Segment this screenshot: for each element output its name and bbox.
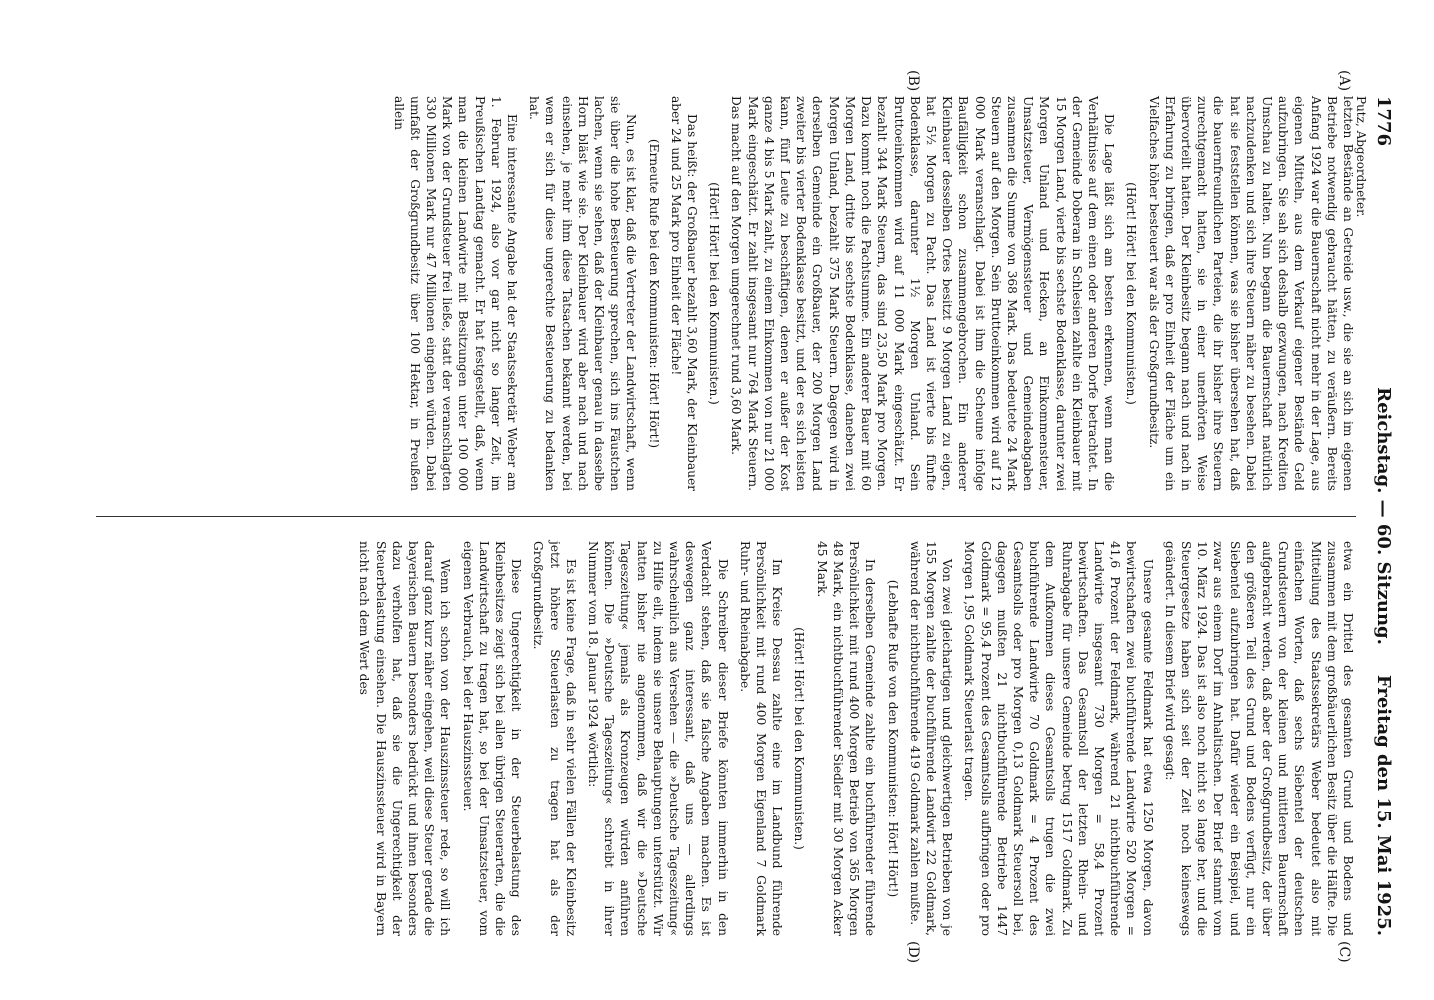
- interjection: (Hört! Hört! bei den Kommunisten.): [792, 627, 807, 850]
- margin-marker-a: (A): [1336, 70, 1352, 92]
- paragraph: Diese Ungerechtigkeit in der Steuerbelastung des Kleinbesitzes zeigt sich bei allen übrigen Steuerarten, die die Landwirtschaft zu tragen hat, so bei der Umsatzsteuer, vom eigenen Verbrauch, bei der Hauszinssteuer.: [460, 541, 524, 936]
- paragraph: Das heißt: der Großbauer bezahlt 3,60 Mark, der Kleinbauer aber 24 und 25 Mark pro Einheit der Fläche!: [668, 96, 700, 491]
- paragraph: Wenn ich schon von der Hauszinssteuer rede, so will ich darauf ganz kurz näher eingehen, weil diese Steuer gerade die bayerischen Bauern besonders bedrückt und ihnen besonders dazu verholfen hat, daß sie die Ungerechtigkeit der Steuerbelastung einsehen. Die Hauszinssteuer wird in Bayern nicht nach dem Wert des: [357, 541, 453, 936]
- paragraph: Die Lage läßt sich am besten erkennen, wenn man die Verhältnisse auf dem einen oder anderen Dorfe betrachtet. In der Gemeinde Doberan in Schlesien zahlte ein Kleinbauer mit 15 Morgen Land, vierte bis sechste Bodenklasse, darunter zwei Morgen Unland und Hecken, an Einkommensteuer, Umsatzsteuer, Vermögenssteuer und Gemeindeabgaben zusammen die Summe von 368 Mark. Das bedeutete 24 Mark Steuern auf den Morgen. Sein Bruttoeinkommen wird auf 12 000 Mark veranschlagt. Dabei ist ihm die Scheune infolge Baufälligkeit schon zusammengebrochen. Ein anderer Kleinbauer desselben Ortes besitzt 9 Morgen Land zu eigen, hat 5½ Morgen zu Pacht. Das Land ist vierte bis fünfte Bodenklasse, darunter 1½ Morgen Unland. Sein Bruttoeinkommen wird auf 11 000 Mark eingeschätzt. Er bezahlt 344 Mark Steuern, das sind 23,50 Mark pro Morgen. Dazu kommt noch die Pachtsumme. Ein anderer Bauer mit 60 Morgen Land, dritte bis sechste Bodenklasse, daneben zwei Morgen Unland, bezahlt 375 Mark Steuern. Dagegen wird in derselben Gemeinde ein Großbauer, der 200 Morgen Land zweiter bis vierter Bodenklasse besitzt, und der es sich leisten kann, fünf Leute zu beschäftigen, denen er außer der Kost ganze 4 bis 5 Mark zahlt, zu einem Einkommen von nur 21 000 Mark eingeschätzt. Er zahlt insgesamt nur 764 Mark Steuern. Das macht auf den Morgen umgerechnet rund 3,60 Mark.: [729, 96, 1117, 491]
- margin-marker-d: (D): [905, 941, 921, 964]
- speaker-label: Putz, Abgeordneter.: [1354, 96, 1368, 218]
- paragraph: etwa ein Drittel des gesamten Grund und Bodens und zusammen mit dem großbäuerlichen Besitz über die Hälfte. Die Mitteilung des Staatssekretärs Weber bedeutet also mit einfachen Worten, daß sechs Siebentel der deutschen Grundsteuern von der kleinen und mittleren Bauernschaft aufgebracht werden, daß aber der Großgrundbesitz, der über den größeren Teil des Grund und Bodens verfügt, nur ein Siebentel aufzubringen hat. Dafür wieder ein Beispiel, und zwar aus einem Dorf im Anhaltischen. Der Brief stammt vom 10. März 1924. Das ist also noch nicht so lange her, und die Steuergesetze haben sich seit der Zeit noch keineswegs geändert. In diesem Brief wird gesagt:: [1162, 541, 1355, 936]
- right-column: [66, 541, 1356, 936]
- paragraph: Die Schreiber dieser Briefe könnten immerhin in den Verdacht stehen, daß sie falsche Angaben machen. Es ist deswegen ganz interessant, daß uns — allerdings wahrscheinlich aus Versehen — die »Deutsche Tageszeitung« zu Hilfe eilt, indem sie unsere Behauptungen unterstützt. Wir hatten bisher nie angenommen, daß wir die »Deutsche Tageszeitung« jemals als Kronzeugen würden anführen können. Die »Deutsche Tageszeitung« schreibt in ihrer Nummer vom 18. Januar 1924 wörtlich:: [586, 541, 730, 936]
- paragraph: Nun, es ist klar, daß die Vertreter der Landwirtschaft, wenn sie über die hohe Besteuerung sprechen, sich ins Fäustchen lachen, wenn sie sehen, daß der Kleinbauer genau in dasselbe Horn bläst wie sie. Der Kleinbauer wird aber nach und nach einsehen, je mehr ihm diese Tatsachen bekannt werden, bei wem er sich für diese ungerechte Besteuerung zu bedanken hat.: [527, 96, 639, 491]
- paragraph: letzten Bestände an Getreide usw., die sie an sich im eigenen Betriebe notwendig gebraucht hätten, zu veräußern. Bereits Anfang 1924 war die Bauernschaft nicht mehr in der Lage, aus eigenen Mitteln, aus dem Verkauf eigener Bestände Geld aufzubringen. Sie sah sich deshalb gezwungen, nach Krediten Umschau zu halten. Nun begann die Bauernschaft natürlich nachzudenken und sich ihre Steuern näher zu besehen. Dabei hat sie feststellen können, was sie bisher übersehen hat, daß die bauernfreundlichen Parteien, die ihr bisher ihre Steuern zurechtgemacht hatten, sie in einer unerhörten Weise übervorteilt hatten. Der Kleinbesitz begann nach und nach in Erfahrung zu bringen, daß er pro Einheit der Fläche um ein Vielfaches höher besteuert war als der Großgrundbesitz.: [1146, 96, 1355, 491]
- margin-marker-c: (C): [1336, 941, 1352, 963]
- paragraph: Eine interessante Angabe hat der Staatssekretär Weber am 1. Februar 1924, also vor gar nicht so langer Zeit, im Preußischen Landtag gemacht. Er hat festgestellt, daß, wenn man die kleinen Landwirte mit Besitzungen unter 100 000 Mark von der Grundsteuer frei ließe, statt der veranschlagten 330 Millionen Mark nur 47 Millionen eingehen würden. Dabei umfaßt der Großgrundbesitz über 100 Hektar, in Preußen allein: [391, 96, 520, 491]
- session-date: Freitag den 15. Mai 1925.: [1373, 674, 1394, 936]
- interjection: (Lebhafte Rufe von den Kommunisten: Hört! Hört!): [885, 579, 900, 898]
- quoted-letter: Unsere gesamte Feldmark hat etwa 1250 Morgen, davon bewirtschaften zwei buchführende Landwirte 520 Morgen = 41,6 Prozent der Feldmark, während 21 nichtbuchführende Landwirte insgesamt 730 Morgen = 58,4 Prozent bewirtschaften. Das Gesamtsoll der letzten Rhein- und Ruhrabgabe für unsere Gemeinde betrug 1517 Goldmark. Zu dem Aufkommen dieses Gesamtsolls trugen die zwei buchführende Landwirte 70 Goldmark = 4 Prozent des Gesamtsolls oder pro Morgen 0,13 Goldmark Steuersoll bei, dagegen mußten 21 nichtbuchführende Betriebe 1447 Goldmark = 95,4 Prozent des Gesamtsolls aufbringen oder pro Morgen 1,95 Goldmark Steuerlast tragen.: [962, 541, 1155, 936]
- page-number: 1776: [1373, 96, 1394, 147]
- paragraph: Im Kreise Dessau zahlte eine im Landbund führende Persönlichkeit mit rund 400 Morgen Eigenland 7 Goldmark Ruhr- und Rheinabgabe.: [737, 541, 785, 936]
- column-divider: [96, 516, 1356, 517]
- interjection: (Hört! Hört! bei den Kommunisten.): [707, 182, 722, 405]
- page-header: [1354, 96, 1396, 936]
- left-column: [66, 96, 1356, 491]
- margin-marker-b: (B): [905, 70, 921, 92]
- interjection: (Erneute Rufe bei den Kommunisten: Hört! Hört!): [646, 138, 661, 449]
- quoted-text: Es ist keine Frage, daß in sehr vielen Fällen der Kleinbesitz jetzt höhere Steuerlasten zu tragen hat als der Großgrundbesitz.: [531, 541, 578, 936]
- page-body: [56, 70, 1396, 964]
- paragraph: Von zwei gleichartigen und gleichwertigen Betrieben von je 155 Morgen zahlte der buchführende Landwirt 22 Goldmark, während der nichtbuchführende 419 Goldmark zahlen mußte.: [907, 541, 955, 936]
- interjection: (Hört! Hört! bei den Kommunisten.): [1124, 182, 1139, 405]
- paragraph: In derselben Gemeinde zahlte ein buchführender führende Persönlichkeit mit rund 400 Morgen Betrieb von 365 Morgen 48 Mark, ein nichtbuchführender Siedler mit 30 Morgen Acker 45 Mark.: [814, 541, 878, 936]
- session-title: Reichstag. — 60. Sitzung.: [1373, 387, 1394, 645]
